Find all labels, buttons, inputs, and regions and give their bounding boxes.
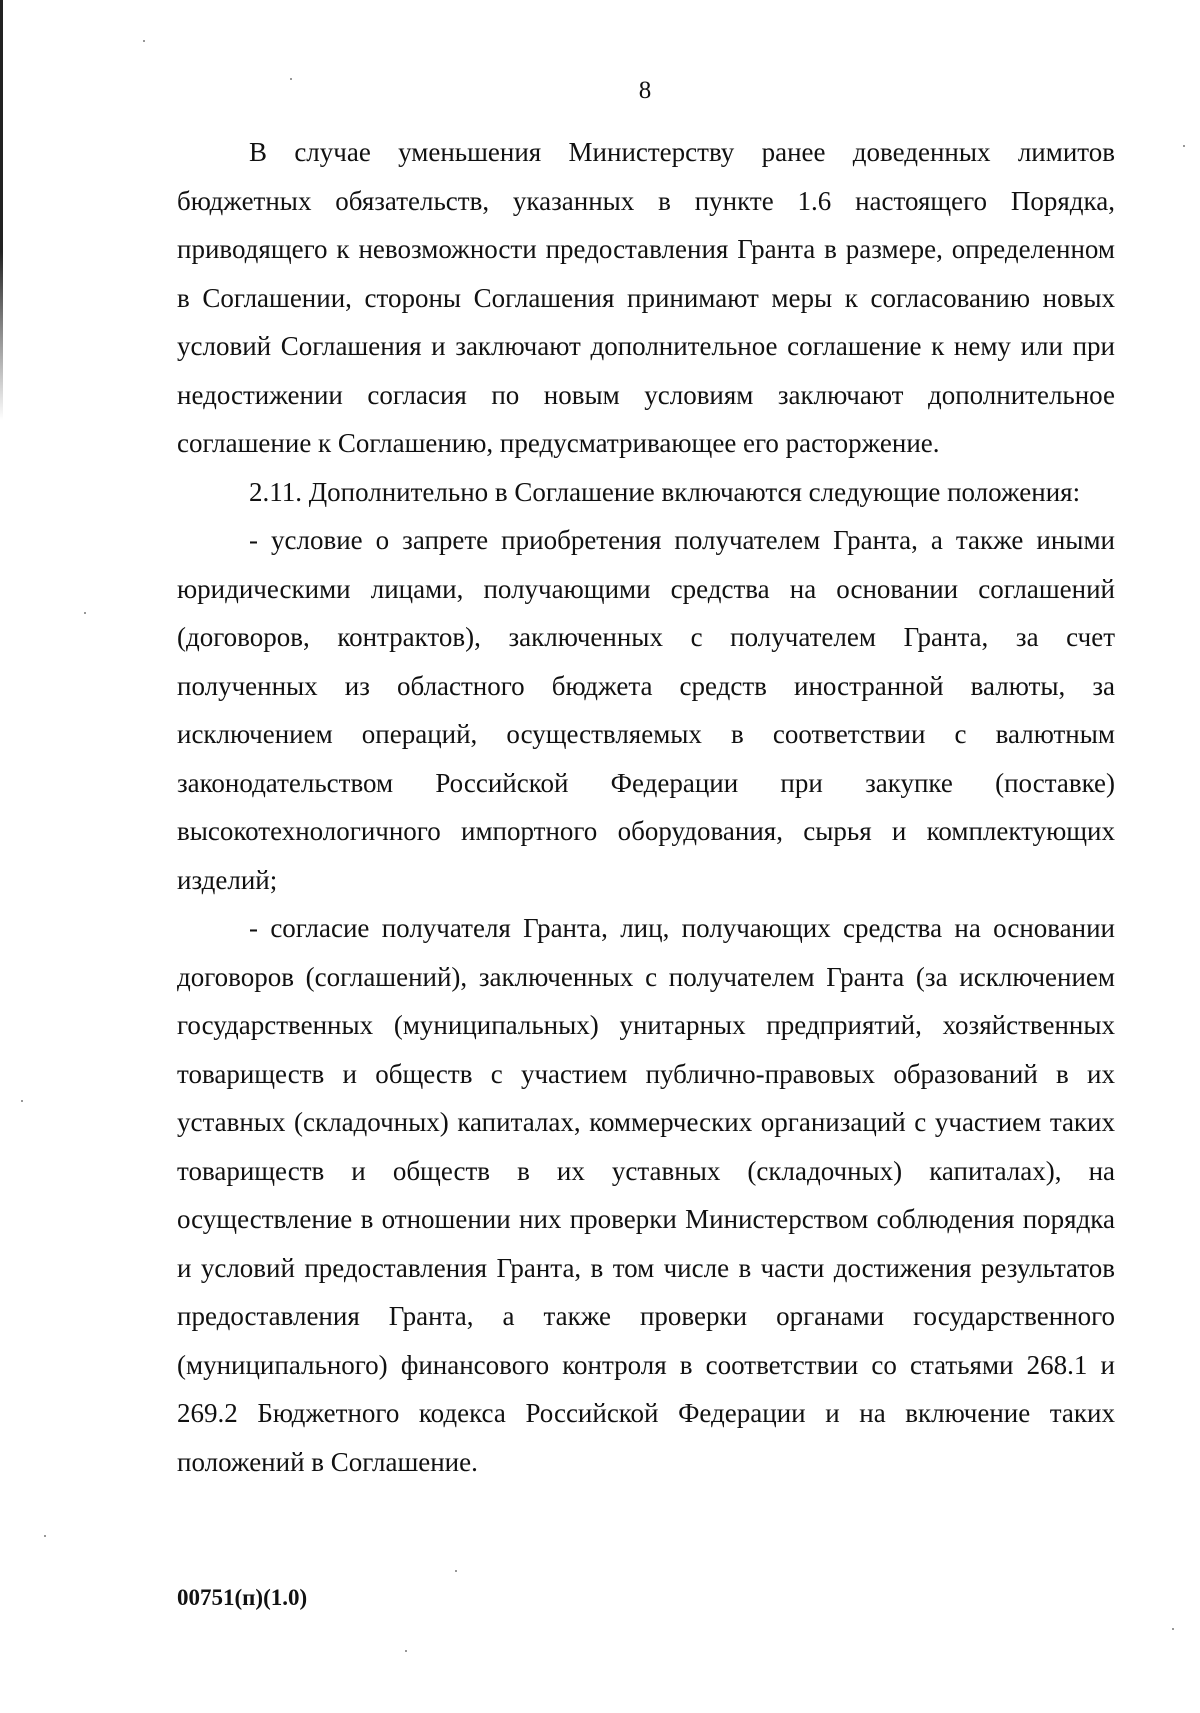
scan-speck [44,1535,46,1537]
scan-speck [1172,1628,1174,1630]
paragraph-inspection-consent: - согласие получателя Гранта, лиц, получающих средства на основании договоров (соглашений), заключенных с получателем Гранта (за исключением государственных (муниципальных) унитарных предприятий, хозяйственных товариществ и обществ с участием публично-правовых образований в их уставных (складочных) капиталах, коммерческих организаций с участием таких товариществ и обществ в их уставных (складочных) капиталах), на осуществление в отношении них проверки Министерством соблюдения порядка и условий предоставления Гранта, в том числе в части достижения результатов предоставления Гранта, а также проверки органами государственного (муниципального) финансового контроля в соответствии со статьями 268.1 и 269.2 Бюджетного кодекса Российской Федерации и на включение таких положений в Соглашение. [177,913,1115,1477]
scan-speck [21,1100,23,1102]
scan-left-edge [0,0,3,420]
paragraph-budget-limits: В случае уменьшения Министерству ранее доведенных лимитов бюджетных обязательств, указанных в пункте 1.6 настоящего Порядка, приводящего к невозможности предоставления Гранта в размере, определенном в Соглашении, стороны Соглашения принимают меры к согласованию новых условий Соглашения и заключают дополнительное соглашение к нему или при недостижении согласия по новым условиям заключают дополнительное соглашение к Соглашению, предусматривающее его расторжение. [177,137,1115,458]
paragraph-clause-2-11: 2.11. Дополнительно в Соглашение включаются следующие положения: [249,476,1081,507]
document-body [177,128,1115,1486]
document-code: 00751(п)(1.0) [177,1585,308,1610]
scan-speck [455,1570,457,1572]
scan-speck [405,1650,407,1652]
paragraph-currency-condition: - условие о запрете приобретения получателем Гранта, а также иными юридическими лицами, получающими средства на основании соглашений (договоров, контрактов), заключенных с получателем Гранта, за счет полученных из областного бюджета средств иностранной валюты, за исключением операций, осуществляемых в соответствии с валютным законодательством Российской Федерации при закупке (поставке) высокотехнологичного импортного оборудования, сырья и комплектующих изделий; [177,525,1115,895]
scan-speck [84,612,86,614]
scan-speck [1183,145,1185,147]
scan-speck [143,40,145,42]
scan-speck [290,78,292,80]
page-number: 8 [638,77,652,104]
